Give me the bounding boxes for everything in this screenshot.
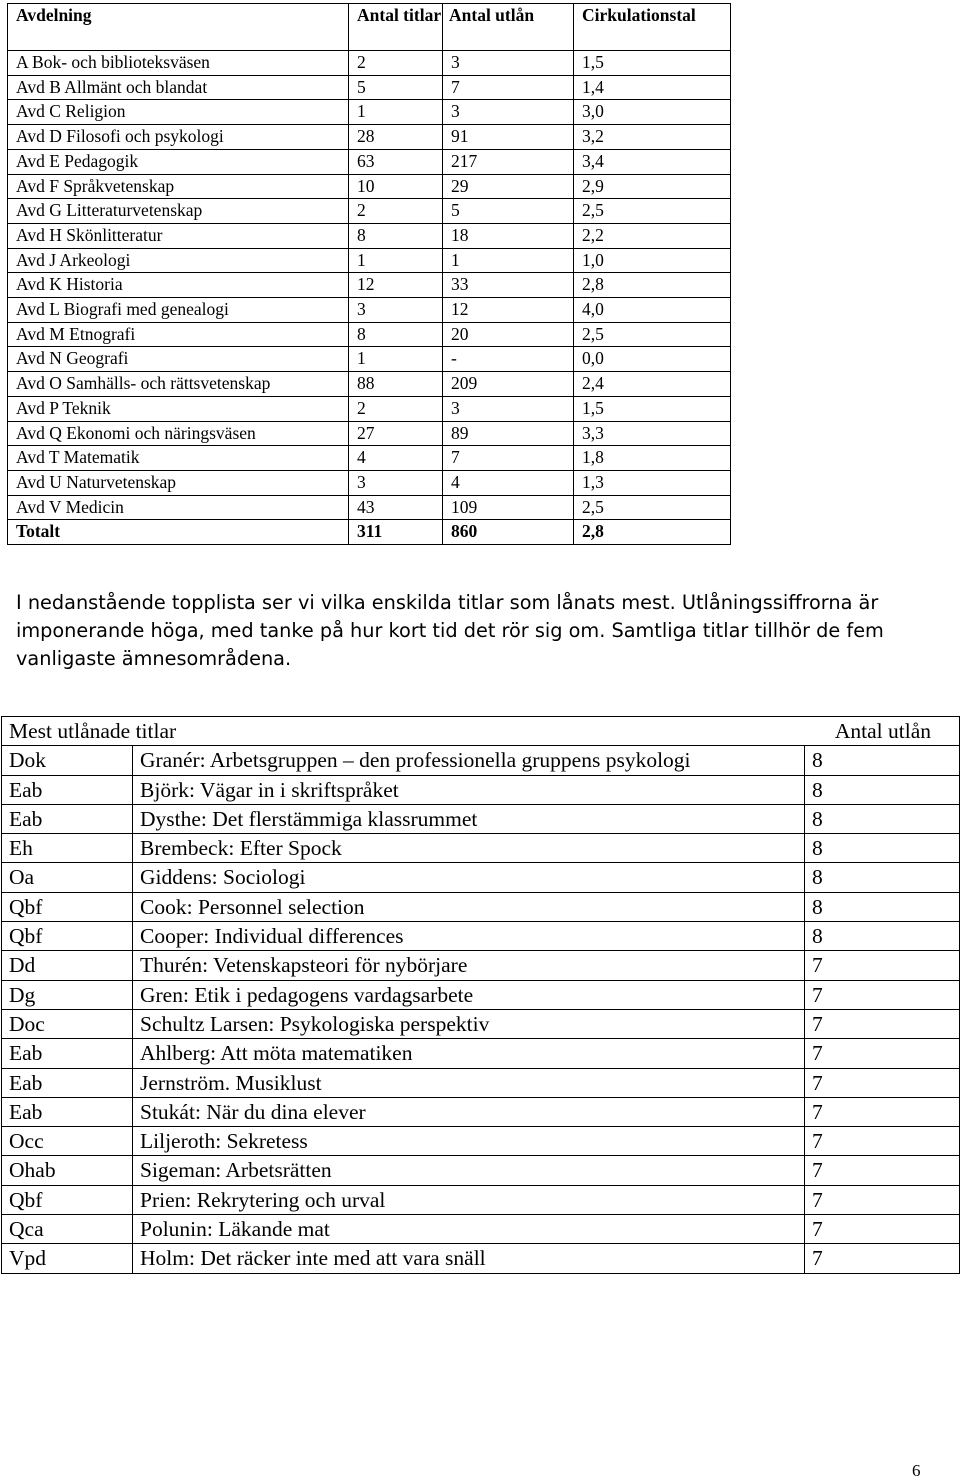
shelf-code-cell: Eab bbox=[2, 804, 133, 833]
total-department-cell: Totalt bbox=[8, 520, 349, 545]
titles-cell: 3 bbox=[349, 470, 443, 495]
loans-cell: 7 bbox=[443, 446, 574, 471]
loans-cell: 3 bbox=[443, 51, 574, 76]
loans-cell: 20 bbox=[443, 322, 574, 347]
loan-count-cell: 7 bbox=[805, 1156, 960, 1185]
table-row bbox=[2, 1039, 960, 1068]
circulation-cell: 2,9 bbox=[574, 174, 731, 199]
department-cell: Avd U Naturvetenskap bbox=[8, 470, 349, 495]
titles-cell: 3 bbox=[349, 298, 443, 323]
total-circulation-cell: 2,8 bbox=[574, 520, 731, 545]
titles-cell: 8 bbox=[349, 223, 443, 248]
circulation-table bbox=[7, 3, 731, 545]
circulation-cell: 2,8 bbox=[574, 273, 731, 298]
header-loan-count: Antal utlån bbox=[834, 719, 932, 743]
title-cell: Cook: Personnel selection bbox=[133, 892, 805, 921]
loan-count-cell: 7 bbox=[805, 1215, 960, 1244]
table-row bbox=[2, 1244, 960, 1273]
loans-cell: 4 bbox=[443, 470, 574, 495]
loan-count-cell: 8 bbox=[805, 746, 960, 775]
department-cell: Avd V Medicin bbox=[8, 495, 349, 520]
column-header-loans: Antal utlån bbox=[443, 4, 574, 51]
table-row bbox=[8, 174, 731, 199]
circulation-cell: 3,0 bbox=[574, 100, 731, 125]
loan-count-cell: 8 bbox=[805, 775, 960, 804]
shelf-code-cell: Eh bbox=[2, 834, 133, 863]
title-cell: Brembeck: Efter Spock bbox=[133, 834, 805, 863]
department-cell: Avd Q Ekonomi och näringsväsen bbox=[8, 421, 349, 446]
loans-cell: 33 bbox=[443, 273, 574, 298]
shelf-code-cell: Ohab bbox=[2, 1156, 133, 1185]
circulation-cell: 1,5 bbox=[574, 396, 731, 421]
table-row bbox=[8, 125, 731, 150]
department-cell: Avd M Etnografi bbox=[8, 322, 349, 347]
circulation-cell: 1,3 bbox=[574, 470, 731, 495]
circulation-cell: 3,3 bbox=[574, 421, 731, 446]
total-titles-cell: 311 bbox=[349, 520, 443, 545]
table-row bbox=[8, 347, 731, 372]
loan-count-cell: 7 bbox=[805, 1039, 960, 1068]
loans-cell: 29 bbox=[443, 174, 574, 199]
table-row bbox=[8, 51, 731, 76]
circulation-cell: 2,5 bbox=[574, 199, 731, 224]
table-row bbox=[8, 248, 731, 273]
titles-cell: 2 bbox=[349, 396, 443, 421]
title-cell: Sigeman: Arbetsrätten bbox=[133, 1156, 805, 1185]
department-cell: A Bok- och biblioteksväsen bbox=[8, 51, 349, 76]
titles-cell: 4 bbox=[349, 446, 443, 471]
table-row bbox=[2, 922, 960, 951]
shelf-code-cell: Dd bbox=[2, 951, 133, 980]
loans-cell: 3 bbox=[443, 396, 574, 421]
title-cell: Dysthe: Det flerstämmiga klassrummet bbox=[133, 804, 805, 833]
title-cell: Jernström. Musiklust bbox=[133, 1068, 805, 1097]
title-cell: Stukát: När du dina elever bbox=[133, 1097, 805, 1126]
department-cell: Avd J Arkeologi bbox=[8, 248, 349, 273]
table-header-row bbox=[8, 4, 731, 51]
shelf-code-cell: Occ bbox=[2, 1127, 133, 1156]
department-cell: Avd E Pedagogik bbox=[8, 149, 349, 174]
titles-cell: 63 bbox=[349, 149, 443, 174]
department-cell: Avd T Matematik bbox=[8, 446, 349, 471]
column-header-titles: Antal titlar bbox=[349, 4, 443, 51]
table-row bbox=[8, 396, 731, 421]
loans-cell: 209 bbox=[443, 372, 574, 397]
circulation-cell: 1,4 bbox=[574, 75, 731, 100]
total-loans-cell: 860 bbox=[443, 520, 574, 545]
table-row bbox=[2, 863, 960, 892]
circulation-cell: 3,4 bbox=[574, 149, 731, 174]
shelf-code-cell: Eab bbox=[2, 1039, 133, 1068]
circulation-cell: 1,5 bbox=[574, 51, 731, 76]
titles-cell: 8 bbox=[349, 322, 443, 347]
loans-cell: 12 bbox=[443, 298, 574, 323]
department-cell: Avd K Historia bbox=[8, 273, 349, 298]
shelf-code-cell: Dg bbox=[2, 980, 133, 1009]
table-row bbox=[8, 100, 731, 125]
table-row bbox=[8, 273, 731, 298]
column-header-circulation: Cirkulationstal bbox=[574, 4, 731, 51]
table-row bbox=[2, 892, 960, 921]
table-row bbox=[2, 980, 960, 1009]
table-row bbox=[2, 1097, 960, 1126]
loans-cell: 217 bbox=[443, 149, 574, 174]
department-cell: Avd N Geografi bbox=[8, 347, 349, 372]
table-row bbox=[8, 470, 731, 495]
titles-cell: 1 bbox=[349, 248, 443, 273]
loan-count-cell: 8 bbox=[805, 804, 960, 833]
loan-count-cell: 8 bbox=[805, 863, 960, 892]
loans-cell: 109 bbox=[443, 495, 574, 520]
total-row bbox=[8, 520, 731, 545]
loan-count-cell: 7 bbox=[805, 1068, 960, 1097]
loan-count-cell: 7 bbox=[805, 951, 960, 980]
table-row bbox=[2, 775, 960, 804]
table-row bbox=[2, 1009, 960, 1038]
circulation-cell: 1,0 bbox=[574, 248, 731, 273]
titles-cell: 1 bbox=[349, 100, 443, 125]
titles-cell: 5 bbox=[349, 75, 443, 100]
title-cell: Granér: Arbetsgruppen – den professionella gruppens psykologi bbox=[133, 746, 805, 775]
circulation-cell: 0,0 bbox=[574, 347, 731, 372]
circulation-cell: 2,2 bbox=[574, 223, 731, 248]
top-loans-header bbox=[2, 717, 960, 746]
circulation-cell: 4,0 bbox=[574, 298, 731, 323]
titles-cell: 12 bbox=[349, 273, 443, 298]
title-cell: Liljeroth: Sekretess bbox=[133, 1127, 805, 1156]
table-header-row bbox=[2, 717, 960, 746]
loans-cell: 3 bbox=[443, 100, 574, 125]
table-row bbox=[8, 495, 731, 520]
shelf-code-cell: Qca bbox=[2, 1215, 133, 1244]
department-cell: Avd G Litteraturvetenskap bbox=[8, 199, 349, 224]
loan-count-cell: 8 bbox=[805, 922, 960, 951]
department-cell: Avd C Religion bbox=[8, 100, 349, 125]
circulation-cell: 2,5 bbox=[574, 495, 731, 520]
title-cell: Björk: Vägar in i skriftspråket bbox=[133, 775, 805, 804]
title-cell: Gren: Etik i pedagogens vardagsarbete bbox=[133, 980, 805, 1009]
shelf-code-cell: Oa bbox=[2, 863, 133, 892]
table-row bbox=[8, 372, 731, 397]
table-row bbox=[2, 746, 960, 775]
title-cell: Schultz Larsen: Psykologiska perspektiv bbox=[133, 1009, 805, 1038]
loans-cell: 5 bbox=[443, 199, 574, 224]
shelf-code-cell: Eab bbox=[2, 1068, 133, 1097]
loans-cell: 1 bbox=[443, 248, 574, 273]
title-cell: Thurén: Vetenskapsteori för nybörjare bbox=[133, 951, 805, 980]
circulation-cell: 1,8 bbox=[574, 446, 731, 471]
loan-count-cell: 7 bbox=[805, 1244, 960, 1273]
shelf-code-cell: Qbf bbox=[2, 892, 133, 921]
table-row bbox=[8, 446, 731, 471]
department-cell: Avd F Språkvetenskap bbox=[8, 174, 349, 199]
loans-cell: - bbox=[443, 347, 574, 372]
column-header-department: Avdelning bbox=[8, 4, 349, 51]
titles-cell: 10 bbox=[349, 174, 443, 199]
shelf-code-cell: Qbf bbox=[2, 1185, 133, 1214]
table-row bbox=[2, 1215, 960, 1244]
table-row bbox=[8, 223, 731, 248]
loans-cell: 91 bbox=[443, 125, 574, 150]
loan-count-cell: 7 bbox=[805, 1185, 960, 1214]
table-row bbox=[8, 75, 731, 100]
department-cell: Avd D Filosofi och psykologi bbox=[8, 125, 349, 150]
table-row bbox=[8, 199, 731, 224]
header-most-borrowed: Mest utlånade titlar bbox=[9, 719, 177, 743]
loan-count-cell: 8 bbox=[805, 834, 960, 863]
loans-cell: 7 bbox=[443, 75, 574, 100]
table-row bbox=[2, 1156, 960, 1185]
titles-cell: 28 bbox=[349, 125, 443, 150]
titles-cell: 1 bbox=[349, 347, 443, 372]
department-cell: Avd L Biografi med genealogi bbox=[8, 298, 349, 323]
title-cell: Ahlberg: Att möta matematiken bbox=[133, 1039, 805, 1068]
loan-count-cell: 7 bbox=[805, 980, 960, 1009]
loan-count-cell: 7 bbox=[805, 1127, 960, 1156]
shelf-code-cell: Doc bbox=[2, 1009, 133, 1038]
circulation-cell: 3,2 bbox=[574, 125, 731, 150]
department-cell: Avd P Teknik bbox=[8, 396, 349, 421]
loan-count-cell: 8 bbox=[805, 892, 960, 921]
shelf-code-cell: Qbf bbox=[2, 922, 133, 951]
department-cell: Avd B Allmänt och blandat bbox=[8, 75, 349, 100]
title-cell: Giddens: Sociologi bbox=[133, 863, 805, 892]
title-cell: Prien: Rekrytering och urval bbox=[133, 1185, 805, 1214]
table-row bbox=[8, 149, 731, 174]
table-row bbox=[2, 1068, 960, 1097]
titles-cell: 2 bbox=[349, 199, 443, 224]
department-cell: Avd H Skönlitteratur bbox=[8, 223, 349, 248]
circulation-cell: 2,4 bbox=[574, 372, 731, 397]
titles-cell: 27 bbox=[349, 421, 443, 446]
department-cell: Avd O Samhälls- och rättsvetenskap bbox=[8, 372, 349, 397]
loans-cell: 18 bbox=[443, 223, 574, 248]
table-row bbox=[2, 1127, 960, 1156]
table-row bbox=[2, 1185, 960, 1214]
shelf-code-cell: Dok bbox=[2, 746, 133, 775]
title-cell: Polunin: Läkande mat bbox=[133, 1215, 805, 1244]
table-row bbox=[8, 421, 731, 446]
shelf-code-cell: Eab bbox=[2, 775, 133, 804]
table-row bbox=[2, 834, 960, 863]
titles-cell: 2 bbox=[349, 51, 443, 76]
top-loans-table bbox=[1, 716, 960, 1274]
page-number: 6 bbox=[912, 1461, 921, 1480]
circulation-cell: 2,5 bbox=[574, 322, 731, 347]
table-row bbox=[2, 951, 960, 980]
shelf-code-cell: Eab bbox=[2, 1097, 133, 1126]
shelf-code-cell: Vpd bbox=[2, 1244, 133, 1273]
loan-count-cell: 7 bbox=[805, 1009, 960, 1038]
table-row bbox=[8, 322, 731, 347]
title-cell: Holm: Det räcker inte med att vara snäll bbox=[133, 1244, 805, 1273]
titles-cell: 43 bbox=[349, 495, 443, 520]
titles-cell: 88 bbox=[349, 372, 443, 397]
title-cell: Cooper: Individual differences bbox=[133, 922, 805, 951]
intro-paragraph: I nedanstående topplista ser vi vilka enskilda titlar som lånats mest. Utlåningssiffrorna är imponerande höga, med tanke på hur kort tid det rör sig om. Samtliga titlar tillhör de fem vanligaste ämnesområdena. bbox=[16, 591, 884, 670]
table-row bbox=[2, 804, 960, 833]
loans-cell: 89 bbox=[443, 421, 574, 446]
loan-count-cell: 7 bbox=[805, 1097, 960, 1126]
table-row bbox=[8, 298, 731, 323]
